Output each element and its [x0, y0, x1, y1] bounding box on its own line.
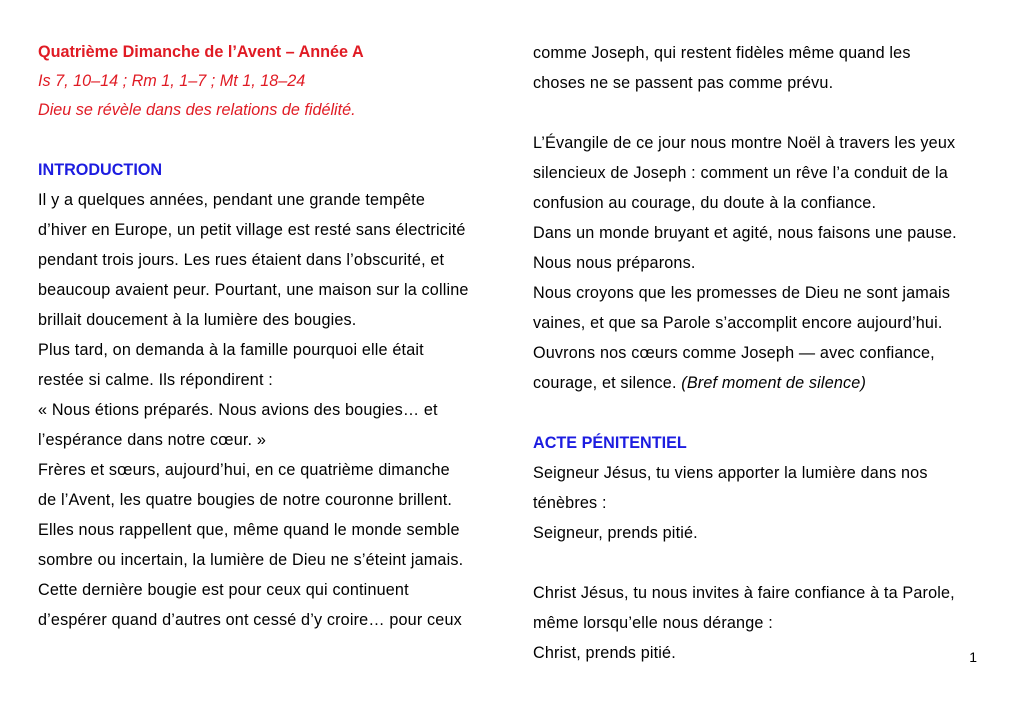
spacer	[38, 125, 498, 155]
text-line: Frères et sœurs, aujourd’hui, en ce quatrième dimanche	[38, 461, 450, 479]
text-line: Elles nous rappellent que, même quand le monde semble	[38, 521, 460, 539]
text-line: beaucoup avaient peur. Pourtant, une maison sur la colline	[38, 281, 469, 299]
silence-instruction: (Bref moment de silence)	[681, 374, 866, 392]
text-line: confusion au courage, du doute à la confiance.	[533, 194, 877, 212]
text-line: ténèbres :	[533, 494, 607, 512]
text-line: Nous nous préparons.	[533, 254, 696, 272]
paragraph-intro-continued	[533, 38, 993, 98]
text-line: Ouvrons nos cœurs comme Joseph — avec confiance,	[533, 344, 935, 362]
text-line: sombre ou incertain, la lumière de Dieu ne s’éteint jamais.	[38, 551, 464, 569]
section-heading-penitential-rite: ACTE PÉNITENTIEL	[533, 434, 687, 452]
text-line: Nous croyons que les promesses de Dieu ne sont jamais	[533, 284, 951, 302]
document-title: Quatrième Dimanche de l’Avent – Année A	[38, 43, 364, 61]
text-line: Dans un monde bruyant et agité, nous faisons une pause.	[533, 224, 957, 242]
text-line: vaines, et que sa Parole s’accomplit encore aujourd’hui.	[533, 314, 943, 332]
text-line: « Nous étions préparés. Nous avions des bougies… et	[38, 401, 438, 419]
text-line: choses ne se passent pas comme prévu.	[533, 74, 834, 92]
response-line: Seigneur, prends pitié.	[533, 524, 698, 542]
paragraph-intro-story	[38, 185, 498, 635]
text-line: brillait doucement à la lumière des bougies.	[38, 311, 357, 329]
right-column	[533, 38, 993, 668]
page-number: 1	[969, 649, 977, 665]
response-line: Christ, prends pitié.	[533, 644, 676, 662]
text-line: silencieux de Joseph : comment un rêve l’a conduit de la	[533, 164, 948, 182]
paragraph-gospel-reflection	[533, 128, 993, 398]
spacer	[533, 398, 993, 428]
text-line: Cette dernière bougie est pour ceux qui continuent	[38, 581, 409, 599]
section-heading-introduction: INTRODUCTION	[38, 161, 163, 179]
text-line: L’Évangile de ce jour nous montre Noël à travers les yeux	[533, 134, 956, 152]
text-line: Seigneur Jésus, tu viens apporter la lumière dans nos	[533, 464, 928, 482]
text-segment: courage, et silence.	[533, 374, 682, 392]
text-line: Christ Jésus, tu nous invites à faire confiance à ta Parole,	[533, 584, 955, 602]
text-line: Il y a quelques années, pendant une grande tempête	[38, 191, 425, 209]
left-column	[38, 38, 498, 635]
text-line-with-silence-note	[533, 368, 993, 398]
text-line: d’espérer quand d’autres ont cessé d’y croire… pour ceux	[38, 611, 462, 629]
text-line: pendant trois jours. Les rues étaient dans l’obscurité, et	[38, 251, 445, 269]
text-line: même lorsqu’elle nous dérange :	[533, 614, 773, 632]
text-line: comme Joseph, qui restent fidèles même quand les	[533, 44, 911, 62]
invocation-seigneur	[533, 458, 993, 548]
text-line: restée si calme. Ils répondirent :	[38, 371, 273, 389]
text-line: d’hiver en Europe, un petit village est resté sans électricité	[38, 221, 466, 239]
invocation-christ	[533, 578, 993, 668]
text-line: Plus tard, on demanda à la famille pourquoi elle était	[38, 341, 424, 359]
document-theme: Dieu se révèle dans des relations de fidélité.	[38, 101, 356, 119]
spacer	[533, 548, 993, 578]
text-line: de l’Avent, les quatre bougies de notre couronne brillent.	[38, 491, 453, 509]
spacer	[533, 98, 993, 128]
text-line: l’espérance dans notre cœur. »	[38, 431, 267, 449]
scripture-references: Is 7, 10–14 ; Rm 1, 1–7 ; Mt 1, 18–24	[38, 72, 306, 90]
